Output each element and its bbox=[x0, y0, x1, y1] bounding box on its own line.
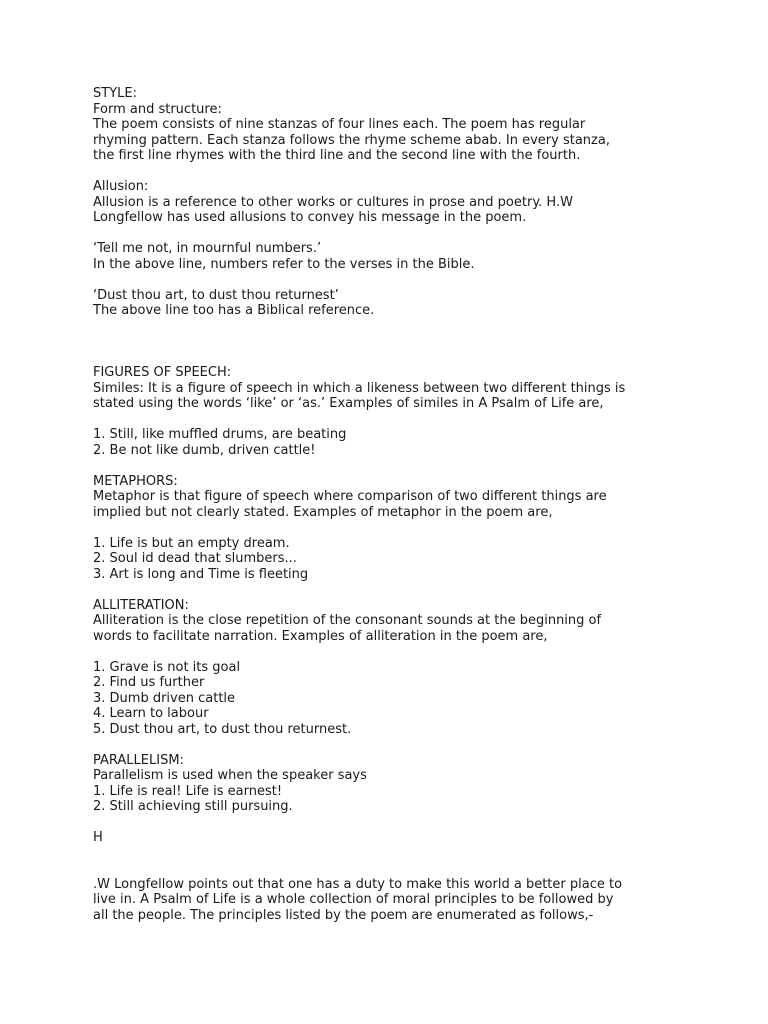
text-line: ALLITERATION: bbox=[93, 597, 189, 613]
text-line: 2. Find us further bbox=[93, 675, 205, 690]
text-line: The poem consists of nine stanzas of four lines each. The poem has regular bbox=[93, 117, 586, 132]
text-line: Parallelism is used when the speaker says bbox=[93, 768, 367, 783]
text-line: 5. Dust thou art, to dust thou returnest. bbox=[93, 721, 352, 737]
blank-line bbox=[93, 737, 733, 753]
text-line: words to facilitate narration. Examples of alliteration in the poem are, bbox=[93, 628, 548, 644]
text-line: implied but not clearly stated. Examples of metaphor in the poem are, bbox=[93, 504, 553, 520]
text-line: The above line too has a Biblical reference. bbox=[93, 303, 375, 318]
text-line: 2. Still achieving still pursuing. bbox=[93, 799, 293, 814]
text-line: 1. Grave is not its goal bbox=[93, 659, 241, 675]
blank-line bbox=[93, 861, 733, 877]
blank-line bbox=[93, 846, 733, 862]
text-line: stated using the words ‘like’ or ‘as.’ Examples of similes in A Psalm of Life are, bbox=[93, 396, 604, 411]
document-page bbox=[93, 86, 733, 923]
text-line: Longfellow has used allusions to convey his message in the poem. bbox=[93, 210, 527, 225]
text-line: live in. A Psalm of Life is a whole collection of moral principles to be followed by bbox=[93, 892, 614, 907]
text-line: .W Longfellow points out that one has a duty to make this world a better place to bbox=[93, 876, 623, 892]
text-line: all the people. The principles listed by the poem are enumerated as follows,- bbox=[93, 907, 594, 923]
blank-line bbox=[93, 272, 733, 288]
text-line: 2. Be not like dumb, driven cattle! bbox=[93, 442, 316, 458]
blank-line bbox=[93, 644, 733, 660]
text-line: 4. Learn to labour bbox=[93, 706, 209, 721]
blank-line bbox=[93, 350, 733, 366]
text-line: Similes: It is a figure of speech in which a likeness between two different things is bbox=[93, 380, 626, 396]
text-line: 2. Soul id dead that slumbers... bbox=[93, 551, 297, 566]
blank-line bbox=[93, 520, 733, 536]
text-line: the first line rhymes with the third line and the second line with the fourth. bbox=[93, 148, 581, 163]
blank-line bbox=[93, 319, 733, 335]
text-line: METAPHORS: bbox=[93, 473, 178, 489]
text-line: FIGURES OF SPEECH: bbox=[93, 365, 232, 380]
text-line: Allusion is a reference to other works or cultures in prose and poetry. H.W bbox=[93, 194, 573, 210]
text-line: Metaphor is that figure of speech where comparison of two different things are bbox=[93, 489, 607, 504]
text-line: Alliteration is the close repetition of the consonant sounds at the beginning of bbox=[93, 613, 602, 628]
text-line: Form and structure: bbox=[93, 101, 222, 117]
blank-line bbox=[93, 164, 733, 180]
text-line: H bbox=[93, 830, 103, 845]
text-line: 3. Art is long and Time is fleeting bbox=[93, 566, 309, 582]
text-line: STYLE: bbox=[93, 86, 137, 101]
text-line: rhyming pattern. Each stanza follows the rhyme scheme abab. In every stanza, bbox=[93, 132, 610, 148]
text-line: PARALLELISM: bbox=[93, 752, 184, 768]
text-line: 3. Dumb driven cattle bbox=[93, 690, 236, 706]
blank-line bbox=[93, 412, 733, 428]
text-line: ‘Tell me not, in mournful numbers.’ bbox=[93, 241, 322, 256]
blank-line bbox=[93, 458, 733, 474]
text-line: 1. Life is but an empty dream. bbox=[93, 535, 290, 551]
text-line: 1. Still, like muffled drums, are beating bbox=[93, 427, 347, 442]
blank-line bbox=[93, 226, 733, 242]
text-line: 1. Life is real! Life is earnest! bbox=[93, 783, 283, 799]
text-line: Allusion: bbox=[93, 179, 149, 194]
text-line: ‘Dust thou art, to dust thou returnest’ bbox=[93, 287, 339, 303]
blank-line bbox=[93, 582, 733, 598]
blank-line bbox=[93, 334, 733, 350]
text-line: In the above line, numbers refer to the verses in the Bible. bbox=[93, 256, 475, 272]
blank-line bbox=[93, 815, 733, 831]
